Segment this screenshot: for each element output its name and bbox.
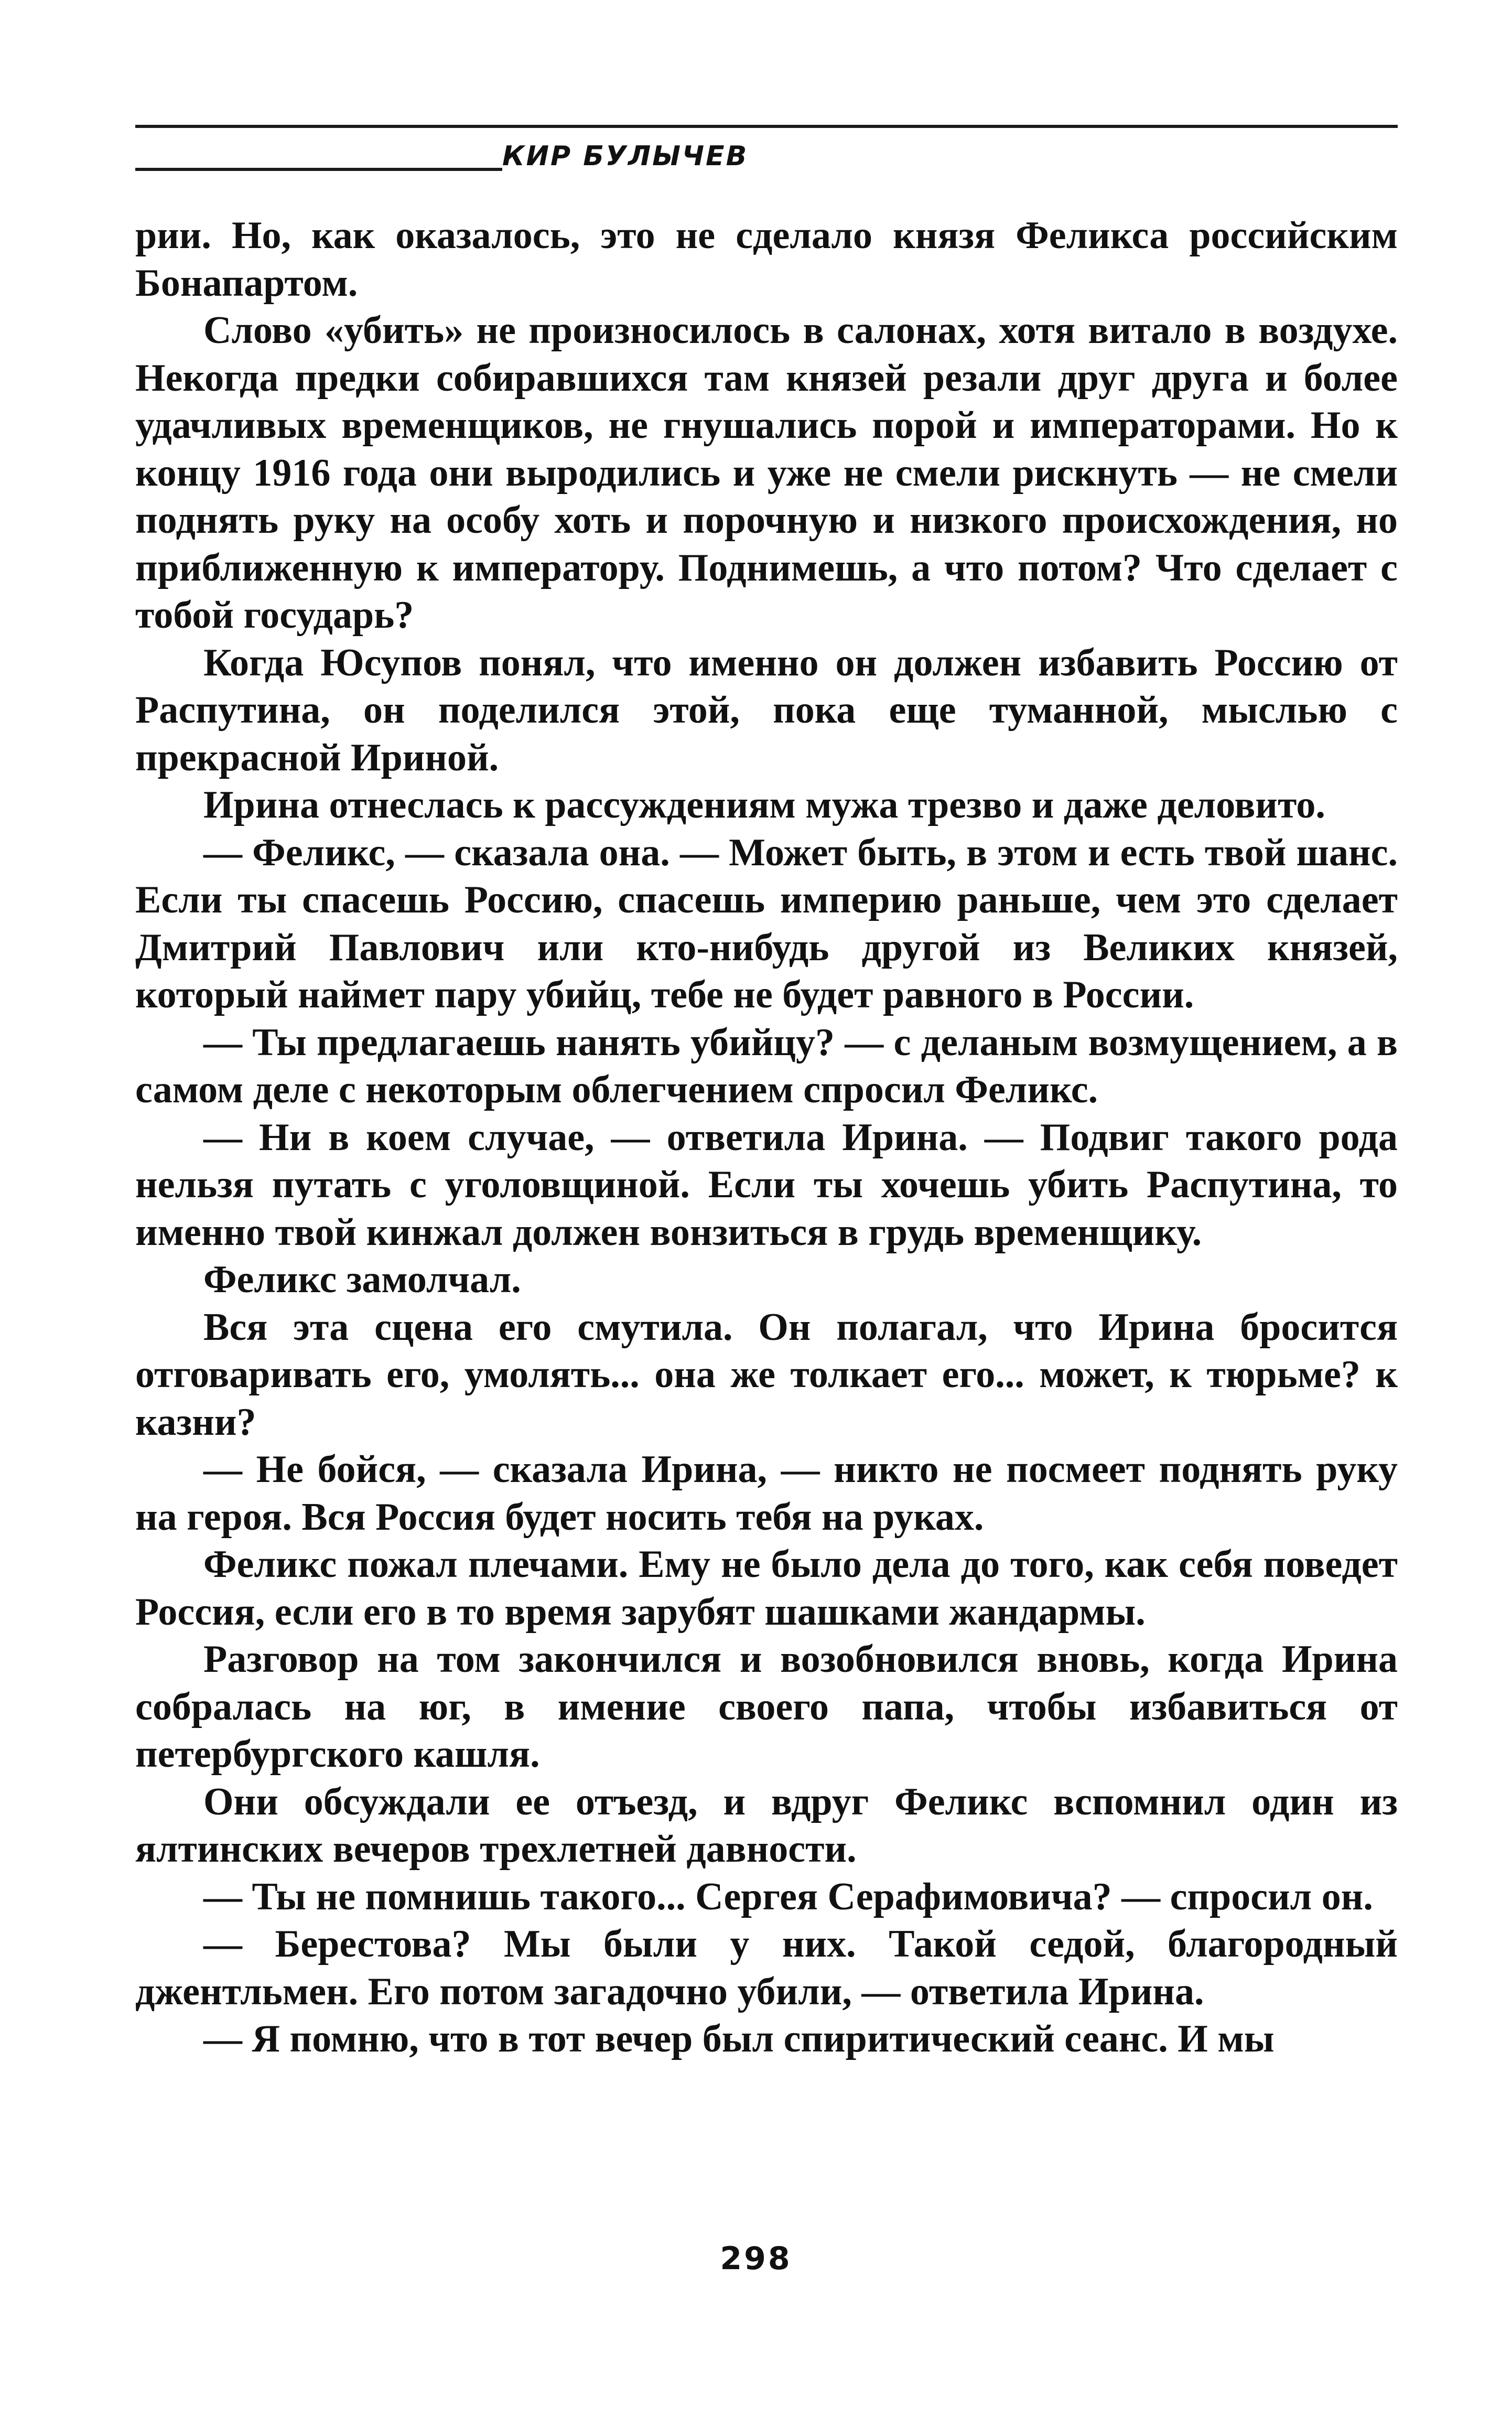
running-head-rule [135,168,502,171]
paragraph: — Не бойся, — сказала Ирина, — никто не посмеет поднять руку на героя. Вся Россия будет носить тебя на руках. [135,1448,1398,1539]
paragraph: Феликс замолчал. [203,1258,521,1301]
page-number: 298 [720,2240,792,2277]
paragraph: Вся эта сцена его смутила. Он полагал, что Ирина бросится отговаривать его, умолять... она же толкает его... может, к тюрьме? к казни? [135,1305,1398,1444]
top-rule [135,125,1398,128]
paragraph: — Я помню, что в тот вечер был спиритический сеанс. И мы [203,2017,1275,2060]
paragraph: Они обсуждали ее отъезд, и вдруг Феликс вспомнил один из ялтинских вечеров трехлетней давности. [135,1780,1398,1871]
paragraph: — Феликс, — сказала она. — Может быть, в этом и есть твой шанс. Если ты спасешь Россию, спасешь империю раньше, чем это сделает Дмитрий Павлович или кто-нибудь другой из Великих князей, который наймет пару убийц, тебе не будет равного в России. [135,831,1398,1016]
paragraph: — Ни в коем случае, — ответила Ирина. — Подвиг такого рода нельзя путать с уголовщиной. Если ты хочешь убить Распутина, то именно твой кинжал должен вонзиться в грудь временщику. [135,1115,1398,1254]
paragraph: рии. Но, как оказалось, это не сделало князя Феликса российским Бонапартом. [135,214,1398,305]
paragraph: Слово «убить» не произносилось в салонах, хотя витало в воздухе. Некогда предки собиравшихся там князей резали друг друга и более удачливых временщиков, не гнушались порой и императорами. Но к концу 1916 года они выродились и уже не смели рискнуть — не смели поднять руку на особу хоть и порочную и низкого происхождения, но приближенную к императору. Поднимешь, а что потом? Что сделает с тобой государь? [135,309,1398,637]
body-text [135,212,1398,2063]
paragraph: Феликс пожал плечами. Ему не было дела до того, как себя поведет Россия, если его в то время зарубят шашками жандармы. [135,1543,1398,1634]
paragraph: — Ты не помнишь такого... Сергея Серафимовича? — спросил он. [203,1875,1373,1918]
running-head [135,135,1398,177]
paragraph: Когда Юсупов понял, что именно он должен избавить Россию от Распутина, он поделился этой, пока еще туманной, мыслью с прекрасной Ириной. [135,641,1398,779]
paragraph: — Ты предлагаешь нанять убийцу? — с деланым возмущением, а в самом деле с некоторым облегчением спросил Феликс. [135,1021,1398,1111]
running-head-author: КИР БУЛЫЧЕВ [502,141,749,172]
paragraph: Ирина отнеслась к рассуждениям мужа трезво и даже деловито. [203,783,1325,826]
paragraph: — Берестова? Мы были у них. Такой седой, благородный джентльмен. Его потом загадочно убили, — ответила Ирина. [135,1923,1398,2013]
paragraph: Разговор на том закончился и возобновился вновь, когда Ирина собралась на юг, в имение своего папа, чтобы избавиться от петербургского кашля. [135,1638,1398,1776]
